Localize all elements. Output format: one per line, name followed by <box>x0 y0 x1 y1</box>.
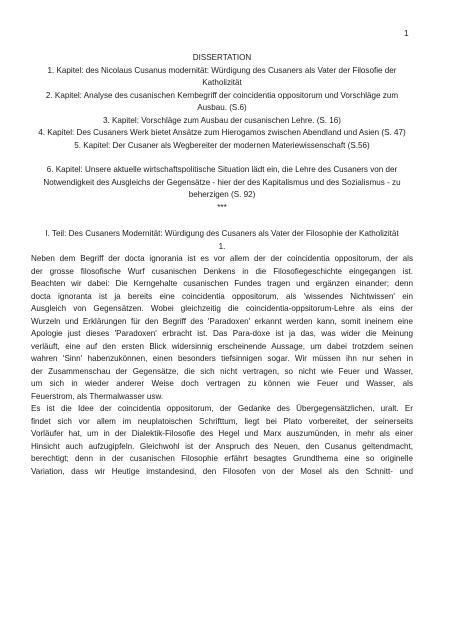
text-line: Es ist die Idee der coincidentia oppositorum, der Gedanke des Übergegensätzlichen, uralt. Er <box>31 404 413 413</box>
text-line: berechtigt; denn in der cusanischen Filosophie erfährt besagtes Grundthema eine so originelle <box>31 454 413 463</box>
toc-entry-2: 2. Kapitel: Analyse des cusanischen Kernbegriff der coincidentia oppositorum und Vorschläge zum Ausbau. (S.6) <box>45 90 399 112</box>
toc-entry-6: 6. Kapitel: Unsere aktuelle wirtschaftspolitische Situation lädt ein, die Lehre des Cusaners von der Notwendigkeit des Ausgleichs der Gegensätze - hier der des Kapitalismus und des Sozialismus - zu beherzigen (S. 92) <box>43 165 401 199</box>
toc-entry-3: 3. Kapitel: Vorschläge zum Ausbau der cusanischen Lehre. (S. 16) <box>102 115 341 125</box>
document-heading: DISSERTATION <box>192 53 252 62</box>
toc-entry-1: 1. Kapitel: des Nicolaus Cusanus modernität: Würdigung des Cusaners als Vater der Filosofie der Katholizität <box>47 65 397 87</box>
toc-entry-4: 4. Kapitel: Des Cusaners Werk bietet Ansätze zum Hierogamos zwischen Abendland und Asien (S. 47) <box>38 128 406 137</box>
text-line: Apologie just dieses 'Paradoxen' erbracht ist. Das Para-doxe ist ja das, was wider die Meinung <box>31 329 413 338</box>
text-line: Wurzeln und Erklärungen für den Begriff des 'Paradoxen' erkannt werden kann, somit ineinem eine <box>31 316 413 326</box>
spacer <box>31 152 413 164</box>
text-line: Hinsicht auch aufzugipfeln. Gleichwohl ist der Anspruch des Neuen, den Cusanus geltendmacht, <box>31 441 413 451</box>
text-line: Vorläufer hat, um in der Dialektik-Filosofie des Hegel und Marx auszumünden, in mehr als einer <box>31 429 413 438</box>
text-line: findet sich vor allem im neuplatoischen Schrifttum, liegt bei Plato vorbereitet, der seinerseits <box>31 416 413 426</box>
part-title: I. Teil: Des Cusaners Modernität: Würdigung des Cusaners als Vater der Filosophie der Katholizität <box>45 229 399 238</box>
text-line: Feuerstrom, als Thermalwasser usw. <box>31 391 164 401</box>
spacer <box>31 214 413 228</box>
text-line: verläuft, eine auf den ersten Blick widersinnig erscheinende Aussage, um dabei trotzdem seinen <box>31 341 413 351</box>
toc-entry-5: 5. Kapitel: Der Cusaner als Wegbereiter der modernen Materiewissenschaft (S.56) <box>74 140 370 150</box>
text-line: Variation, dass wir Heutige imstandesind, den Filosofen von der Mosel als den Schnitt- und <box>31 466 413 476</box>
separator: *** <box>217 202 227 212</box>
text-line: Beachten wir dabei: Die Kerngehalte cusanischen Fundes tragen und ergänzen einander; denn <box>31 279 413 288</box>
page-content <box>31 52 413 478</box>
text-line: wahren 'Sinn' habenzukönnen, einen besonders tiefsinnigen sogar. Wir müssen ihn nur sehen in <box>31 354 413 363</box>
text-line: um sich in wieder anderer Weise doch vertragen zu können wie Feuer und Wasser, als <box>31 379 413 388</box>
section-number: 1. <box>218 241 226 251</box>
paragraph-2 <box>31 403 413 478</box>
text-line: Ausgleich von Gegensätzen. Wobei gleichzeitig die coincidentia-oppsitorum-Lehre als eins der <box>31 304 413 313</box>
text-line: docta ignoranta ist ja bereits eine coincidentia oppositorum, als 'wissendes Nichtwissen' ein <box>31 291 413 301</box>
text-line: Neben dem Begriff der docta ignorania ist es vor allem der der coincidentia oppositorum, der als <box>31 254 413 263</box>
paragraph-1 <box>31 253 413 403</box>
table-of-contents <box>31 65 413 202</box>
text-line: der grosse filosofische Wurf cusanischen Denkens in die Filosofiegeschichte eingegangen ist. <box>31 266 413 276</box>
page-number: 1 <box>404 28 409 38</box>
text-line: der Zusammenschau der Gegensätze, die sich nicht vertragen, so nicht wie Feuer und Wasser, <box>31 366 413 376</box>
